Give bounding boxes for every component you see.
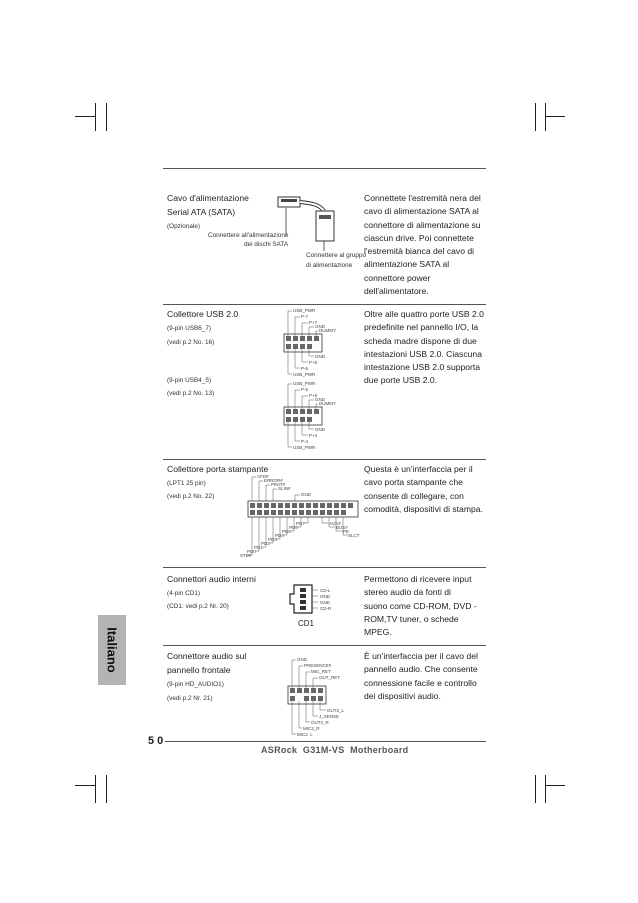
cd-audio-desc-line: MPEG. [364, 627, 392, 638]
section-divider [163, 567, 486, 568]
hd-audio-pin-label: J_SENSE [319, 714, 340, 719]
usb-b-pin-label: P-4 [301, 439, 309, 444]
printer-header-pin [341, 510, 346, 515]
cd-audio-title: Connettori audio interni [167, 574, 256, 584]
usb-description [364, 308, 488, 388]
printer-pin-label: PD1 [254, 545, 263, 550]
printer-header-pin [250, 503, 255, 508]
printer-pin-label: PD6 [289, 525, 298, 530]
printer-header-pin [327, 503, 332, 508]
page-number: 5 0 [148, 735, 164, 747]
printer-header-pin [278, 510, 283, 515]
sata-desc-line: cavo di alimentazione SATA al [364, 206, 479, 217]
section-divider [163, 459, 486, 460]
crop-mark [545, 116, 565, 117]
printer-pin-label: SLIN# [278, 486, 291, 491]
cd1-pin-label: GND [320, 594, 330, 599]
crop-mark [106, 775, 107, 803]
printer-header-pin [264, 510, 269, 515]
hd-audio-pin-label: PRESENCE# [304, 663, 332, 668]
crop-mark [545, 775, 546, 803]
printer-header-pin [348, 503, 353, 508]
sata-description [364, 192, 488, 298]
printer-pin-label: PD4 [275, 533, 284, 538]
usb-b-pin-label: USB_PWR [293, 445, 316, 450]
sata-power-cable-figure [272, 195, 362, 255]
printer-ref: (vedi p.2 No. 22) [167, 493, 215, 500]
front-audio-desc-line: dei dispositivi audio. [364, 690, 441, 701]
printer-desc-line: consente di collegare, con [364, 490, 464, 501]
usb-header-b-ref: (vedi p.2 No. 13) [167, 390, 215, 397]
crop-mark [545, 103, 546, 131]
crop-mark [106, 103, 107, 131]
usb-b-pin-label: GND [315, 397, 325, 402]
hd-audio-pin-label: MIC2_L [297, 732, 313, 736]
hd-audio-pin-label: GND [297, 657, 307, 662]
section-divider [163, 304, 486, 305]
printer-pin-label: GND [301, 492, 311, 497]
usb-desc-line: scheda madre dispone di due [364, 335, 477, 346]
printer-header-pin [313, 503, 318, 508]
cd-audio-desc-line: suono come CD-ROM, DVD - [364, 600, 477, 611]
usb-a-pin-label: P-6 [301, 366, 309, 371]
printer-pin-label: STB# [240, 553, 252, 558]
printer-header-pin [306, 510, 311, 515]
printer-header-pin [341, 503, 346, 508]
hd-audio-header-diagram [282, 652, 362, 736]
printer-description [364, 463, 488, 516]
printer-title: Collettore porta stampante [167, 464, 269, 474]
sata-desc-line: l'estremità bianca del cavo di [364, 246, 475, 257]
sata-optional-note: (Opzionale) [167, 223, 201, 230]
usb-desc-line: intestazioni USB 2.0. Ciascuna [364, 348, 482, 359]
front-audio-description [364, 650, 488, 703]
cd-audio-desc-line: ROM,TV tuner, o schede [364, 613, 459, 624]
printer-pin-label: SLCT [348, 533, 360, 538]
usb-header-a-diagram [270, 308, 360, 378]
printer-header-pin [257, 510, 262, 515]
printer-header-pin [334, 503, 339, 508]
printer-header-pin [334, 510, 339, 515]
printer-header-pin [292, 503, 297, 508]
usb-b-pin-label: P-5 [301, 387, 309, 392]
cd1-pin-label: GND [320, 600, 330, 605]
sata-figure-label-drive: Connettere all'alimentazione [208, 232, 289, 239]
printer-header-pin [292, 510, 297, 515]
section-divider [163, 645, 486, 646]
printer-pin-label: ERROR# [264, 478, 283, 483]
printer-pin-label: PD7 [296, 521, 305, 526]
usb-desc-line: predefinite nel pannello I/O, la [364, 322, 479, 333]
cd-audio-desc-line: stereo audio da fonti di [364, 587, 451, 598]
printer-desc-line: Questa è un'interfaccia per il [364, 464, 473, 474]
printer-header-pin [271, 503, 276, 508]
printer-header-pin [306, 503, 311, 508]
hd-audio-pin-label: MIC_RET [311, 669, 331, 674]
printer-header-pin [320, 510, 325, 515]
front-audio-title-line-1: Connettore audio sul [167, 651, 247, 661]
printer-header-pin [271, 510, 276, 515]
front-audio-desc-line: connessione facile e controllo [364, 677, 477, 688]
usb-desc-line: due porte USB 2.0. [364, 375, 438, 386]
printer-desc-line: cavo porta stampante che [364, 477, 463, 488]
crop-mark [95, 103, 96, 131]
printer-header-pin [257, 503, 262, 508]
sata-desc-line: ciascun drive. Poi connettete [364, 232, 474, 243]
printer-desc-line: comodità, dispositivi di stampa. [364, 503, 483, 514]
sata-title-line-1: Cavo d'alimentazione [167, 193, 249, 203]
printer-pin-label: PD3 [268, 537, 277, 542]
usb-header-a-spec: (9-pin USB6_7) [167, 325, 212, 332]
cd1-pin-label: CD-R [320, 606, 332, 611]
printer-pin-label: BUSY [336, 525, 349, 530]
usb-b-pin-label: P+4 [309, 433, 318, 438]
sata-figure-label-drive-2: dei dischi SATA [244, 241, 289, 248]
sata-figure-label-psu: Connettere al gruppo [306, 252, 367, 259]
printer-header-pin [327, 510, 332, 515]
printer-pin-label: PD0 [247, 549, 256, 554]
cd-audio-desc-line: Permettono di ricevere input [364, 574, 472, 584]
usb-a-pin-label: USB_PWR [293, 372, 316, 377]
crop-mark [535, 775, 536, 803]
hd-audio-pin-label: OUT_RET [319, 675, 341, 680]
front-audio-desc-line: pannello audio. Che consente [364, 664, 478, 675]
crop-mark [95, 775, 96, 803]
sata-title-line-2: Serial ATA (SATA) [167, 207, 236, 217]
footer-rule [163, 741, 486, 742]
cd-audio-ref: (CD1: vedi p.2 Nr. 20) [167, 603, 229, 610]
language-side-tab [98, 615, 126, 685]
printer-pin-label: AFD# [257, 474, 269, 479]
printer-header-pin [278, 503, 283, 508]
language-side-tab-label: Italiano [104, 627, 120, 673]
printer-header-pin [285, 503, 290, 508]
hd-audio-pin-label: OUT2_R [311, 720, 329, 725]
printer-header-pin [264, 503, 269, 508]
footer-title: ASRock G31M-VS Motherboard [261, 745, 409, 755]
printer-header-diagram [240, 473, 360, 559]
usb-a-pin-label: P+6 [309, 360, 318, 365]
printer-spec: (LPT1 25 pin) [167, 480, 206, 487]
printer-header-pin [285, 510, 290, 515]
front-audio-ref: (vedi p.2 Nr. 21) [167, 695, 213, 702]
usb-a-pin-label: GND [315, 354, 325, 359]
usb-a-pin-label: DUMMY [319, 328, 336, 333]
printer-pin-label: PD5 [282, 529, 291, 534]
cd1-connector-label: CD1 [298, 619, 315, 628]
usb-a-pin-label: USB_PWR [293, 308, 316, 313]
sata-desc-line: alimentazione SATA al [364, 259, 450, 270]
usb-b-pin-label: DUMMY [319, 401, 336, 406]
printer-pin-label: PINIT# [271, 482, 286, 487]
crop-mark [535, 103, 536, 131]
front-audio-title-line-2: pannello frontale [167, 665, 231, 675]
sata-desc-line: connettore power [364, 272, 431, 283]
usb-header-a-ref: (vedi p.2 No. 16) [167, 339, 215, 346]
printer-pin-label: ACK# [329, 521, 341, 526]
front-audio-spec: (9-pin HD_AUDIO1) [167, 681, 224, 688]
printer-header-pin [313, 510, 318, 515]
usb-b-pin-label: GND [315, 427, 325, 432]
usb-desc-line: Oltre alle quattro porte USB 2.0 [364, 309, 484, 319]
cd-audio-spec: (4-pin CD1) [167, 590, 201, 597]
hd-audio-pin-label: MIC2_R [303, 726, 320, 731]
sata-figure-label-psu-2: di alimentazione [306, 262, 353, 269]
cd1-pin-label: CD-L [320, 588, 331, 593]
printer-pin-label: PE [343, 529, 350, 534]
usb-b-pin-label: P+5 [309, 393, 318, 398]
sata-desc-line: dell'alimentatore. [364, 286, 429, 297]
crop-mark [75, 116, 95, 117]
sata-desc-line: Connettete l'estremità nera del [364, 193, 481, 203]
usb-a-pin-label: P+7 [309, 320, 318, 325]
crop-mark [75, 785, 95, 786]
sata-desc-line: connettore di alimentazione su [364, 219, 481, 230]
printer-header-pin [299, 503, 304, 508]
usb-title: Collettore USB 2.0 [167, 309, 239, 319]
printer-pin-label: PD2 [261, 541, 270, 546]
printer-header-pin [299, 510, 304, 515]
crop-mark [545, 785, 565, 786]
hd-audio-pin-label: OUT2_L [327, 708, 345, 713]
usb-header-b-spec: (9-pin USB4_5) [167, 377, 212, 384]
usb-a-pin-label: P-7 [301, 314, 309, 319]
cd1-connector-diagram [288, 582, 348, 616]
cd-audio-description [364, 573, 488, 639]
usb-header-b-diagram [270, 381, 360, 453]
section-divider [163, 168, 486, 169]
printer-header-pin [320, 503, 325, 508]
usb-b-pin-label: USB_PWR [293, 381, 316, 386]
usb-desc-line: intestazione USB 2.0 supporta [364, 362, 481, 373]
usb-a-pin-label: GND [315, 324, 325, 329]
front-audio-desc-line: È un'interfaccia per il cavo del [364, 651, 478, 661]
printer-header-pin [250, 510, 255, 515]
